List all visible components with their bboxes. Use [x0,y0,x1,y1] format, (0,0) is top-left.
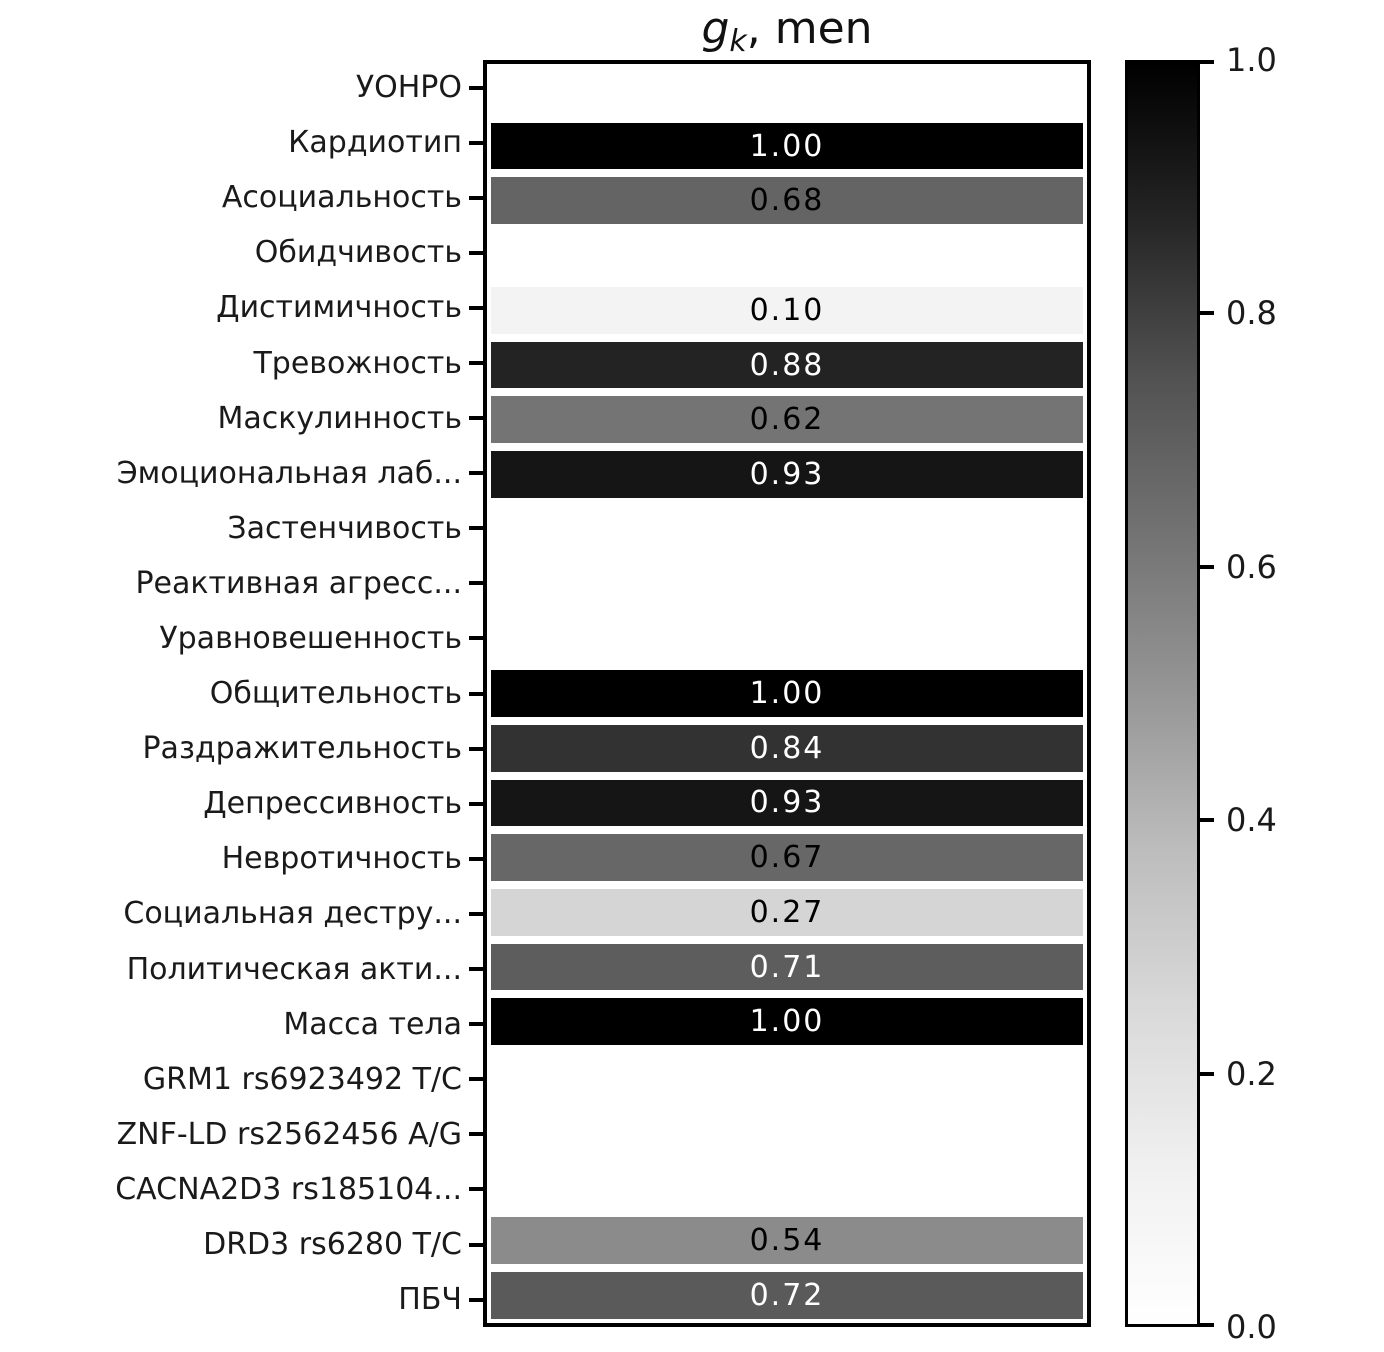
y-axis-row [0,1107,483,1162]
heatmap-row [487,611,1087,666]
y-axis-row [0,556,483,611]
colorbar-tick [1200,60,1214,64]
y-axis-tick [469,416,483,420]
row-label: DRD3 rs6280 T/C [203,1227,462,1263]
cell-value: 0.84 [749,730,825,766]
row-label: Кардиотип [288,125,462,161]
colorbar-tick-label: 0.8 [1226,294,1277,333]
colorbar-tick-label: 1.0 [1226,41,1277,79]
heatmap-row [487,64,1087,119]
heatmap-cell [491,232,1083,279]
y-axis-tick [469,912,483,916]
y-axis-tick [469,86,483,90]
heatmap-cell [491,1163,1083,1210]
heatmap-cell [491,1108,1083,1155]
y-axis-tick [469,251,483,255]
y-axis-row [0,1272,483,1327]
y-axis-tick [469,1243,483,1247]
cell-value: 0.93 [749,785,825,821]
cell-value: 1.00 [749,128,825,164]
row-label: Дистимичность [216,290,462,326]
y-axis-tick [469,306,483,310]
y-axis-tick [469,471,483,475]
heatmap-cell [491,834,1083,881]
heatmap-cell [491,944,1083,991]
heatmap-cell [491,998,1083,1045]
row-label: ПБЧ [398,1282,462,1318]
title-subscript: k [729,24,747,59]
heatmap-row [487,392,1087,447]
heatmap-row [487,940,1087,995]
y-axis-row [0,611,483,666]
colorbar-tick-label: 0.6 [1226,547,1277,586]
cell-value: 0.67 [749,840,825,876]
y-axis-row [0,942,483,997]
heatmap-cell [491,506,1083,553]
heatmap-row [487,666,1087,721]
y-axis-row [0,997,483,1052]
y-axis-tick [469,526,483,530]
title-variable: g [701,3,730,54]
colorbar-tick [1200,311,1214,315]
row-label: Уравновешенность [159,620,462,656]
heatmap-cell [491,615,1083,662]
colorbar-tick [1200,1323,1214,1327]
heatmap-row [487,994,1087,1049]
cell-value: 0.62 [749,402,825,438]
heatmap-row [487,119,1087,174]
y-axis-row [0,831,483,886]
y-axis-row [0,391,483,446]
heatmap-row [487,1213,1087,1268]
y-axis-row [0,1217,483,1272]
y-axis-row [0,1052,483,1107]
y-axis-tick [469,857,483,861]
heatmap-cell [491,889,1083,936]
row-label: Политическая акти... [126,951,462,987]
y-axis-row [0,1162,483,1217]
row-label: Маскулинность [217,400,462,436]
cell-value: 0.54 [749,1223,825,1259]
y-axis-tick [469,1187,483,1191]
heatmap-row [487,283,1087,338]
row-label: Асоциальность [221,180,462,216]
cell-value: 0.71 [749,949,825,985]
colorbar-tick [1200,1072,1214,1076]
cell-value: 0.10 [749,292,825,328]
y-axis-row [0,721,483,776]
cell-value: 1.00 [749,1004,825,1040]
row-label: Застенчивость [227,510,462,546]
heatmap-cell [491,1272,1083,1319]
y-axis-tick [469,581,483,585]
heatmap-cell [491,396,1083,443]
y-axis-tick [469,141,483,145]
heatmap-row [487,885,1087,940]
heatmap-row [487,447,1087,502]
row-label: Социальная дестру... [123,896,462,932]
cell-value: 0.93 [749,457,825,492]
y-axis-tick [469,1022,483,1026]
heatmap-cell [491,725,1083,772]
heatmap-cell [491,1053,1083,1100]
cell-value: 0.27 [749,894,825,930]
row-label: Общительность [209,676,462,712]
colorbar-tick-label: 0.2 [1226,1054,1277,1093]
heatmap-cell [491,342,1083,389]
row-label: Масса тела [283,1006,462,1042]
row-label: CACNA2D3 rs185104... [115,1171,462,1207]
heatmap-row [487,830,1087,885]
y-axis-tick [469,361,483,365]
colorbar [1125,60,1200,1327]
heatmap-cell [491,780,1083,827]
heatmap-cell [491,670,1083,717]
cell-value: 0.88 [749,347,825,383]
y-axis-row [0,170,483,225]
heatmap-row [487,228,1087,283]
y-axis-tick [469,1132,483,1136]
heatmap [483,60,1091,1327]
row-label: Обидчивость [254,235,462,271]
y-axis-tick [469,692,483,696]
row-label: ZNF-LD rs2562456 A/G [116,1116,462,1152]
y-axis-row [0,501,483,556]
y-axis-labels [0,60,483,1327]
y-axis-tick [469,1298,483,1302]
heatmap-cell [491,68,1083,115]
title-rest: , men [746,3,873,54]
heatmap-row [487,1104,1087,1159]
heatmap-row [487,338,1087,393]
heatmap-cell [491,451,1083,498]
cell-value: 0.72 [749,1278,825,1314]
heatmap-row [487,721,1087,776]
y-axis-tick [469,636,483,640]
row-label: Депрессивность [203,786,462,822]
row-label: Раздражительность [142,731,462,767]
row-label: Эмоциональная лаб... [116,455,462,491]
cell-value: 0.68 [749,183,825,219]
y-axis-row [0,666,483,721]
heatmap-row [487,1049,1087,1104]
y-axis-tick [469,802,483,806]
y-axis-row [0,776,483,831]
heatmap-row [487,1268,1087,1323]
heatmap-cell [491,123,1083,170]
colorbar-tick-label: 0.4 [1226,801,1277,840]
row-label: УОНРО [355,70,462,106]
chart-title [483,2,1091,59]
heatmap-cell [491,287,1083,334]
heatmap-row [487,557,1087,612]
y-axis-tick [469,196,483,200]
heatmap-row [487,776,1087,831]
y-axis-row [0,335,483,390]
heatmap-row [487,1159,1087,1214]
y-axis-tick [469,967,483,971]
row-label: Тревожность [253,345,462,381]
colorbar-tick [1200,818,1214,822]
row-label: Невротичность [221,841,462,877]
cell-value: 1.00 [749,675,825,711]
heatmap-cell [491,177,1083,224]
y-axis-row [0,115,483,170]
y-axis-tick [469,747,483,751]
heatmap-row [487,173,1087,228]
y-axis-row [0,60,483,115]
colorbar-tick [1200,565,1214,569]
y-axis-row [0,225,483,280]
row-label: GRM1 rs6923492 T/C [142,1061,462,1097]
colorbar-ticks [1200,41,1384,1346]
y-axis-row [0,446,483,501]
heatmap-cell [491,561,1083,608]
heatmap-cell [491,1217,1083,1264]
y-axis-row [0,280,483,335]
y-axis-tick [469,1077,483,1081]
colorbar-tick-label: 0.0 [1226,1308,1277,1346]
y-axis-row [0,886,483,941]
heatmap-row [487,502,1087,557]
row-label: Реактивная агресс... [135,565,462,601]
